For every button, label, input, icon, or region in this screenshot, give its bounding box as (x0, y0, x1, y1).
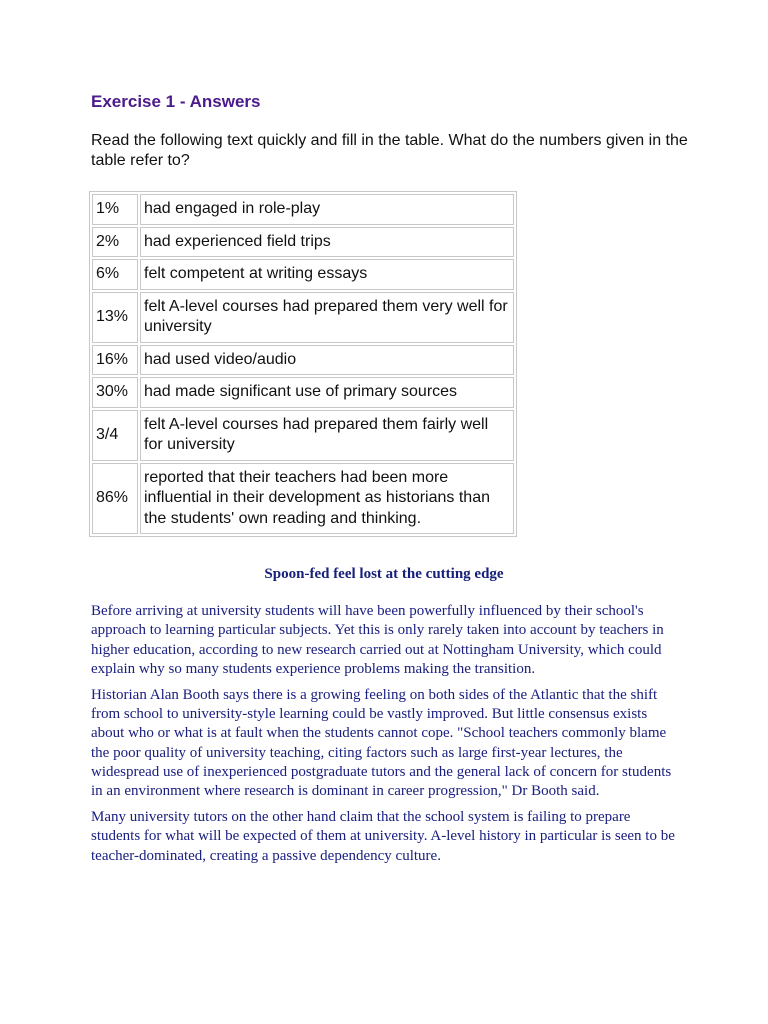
article-body (91, 602, 681, 872)
article-paragraph: Before arriving at university students will have been powerfully influenced by their school's approach to learning particular subjects. Yet this is only rarely taken into account by teachers in higher education, according to new research carried out at Nottingham University, which could explain why so many students experience problems making the transition. (91, 603, 664, 677)
table-cell-description: felt A-level courses had prepared them fairly well for university (140, 410, 514, 461)
table-cell-description: felt competent at writing essays (140, 259, 514, 290)
table-cell-number: 1% (92, 194, 138, 225)
table-cell-number: 2% (92, 227, 138, 258)
table-cell-description: reported that their teachers had been more influential in their development as historians than the students' own reading and thinking. (140, 463, 514, 535)
table-row (92, 194, 514, 225)
exercise-heading: Exercise 1 - Answers (91, 92, 261, 111)
table-row (92, 410, 514, 461)
table-cell-description: felt A-level courses had prepared them very well for university (140, 292, 514, 343)
article-paragraph: Historian Alan Booth says there is a growing feeling on both sides of the Atlantic that the shift from school to university-style learning could be vastly improved. But little consensus exists about who or what is at fault when the students cannot cope. "School teachers commonly blame the poor quality of university teaching, citing factors such as large first-year lectures, the widespread use of inexperienced postgraduate tutors and the general lack of concern for students in an environment where research is dominant in career progression," Dr Booth said. (91, 686, 672, 800)
table-row (92, 259, 514, 290)
table-cell-number: 86% (92, 463, 138, 535)
table-cell-number: 3/4 (92, 410, 138, 461)
table-row (92, 292, 514, 343)
article-title: Spoon-fed feel lost at the cutting edge (264, 566, 504, 582)
table-cell-description: had experienced field trips (140, 227, 514, 258)
table-cell-number: 6% (92, 259, 138, 290)
table-cell-description: had made significant use of primary sources (140, 377, 514, 408)
table-cell-number: 16% (92, 345, 138, 376)
exercise-instructions: Read the following text quickly and fill in the table. What do the numbers given in the table refer to? (91, 132, 688, 169)
table-cell-description: had engaged in role-play (140, 194, 514, 225)
answers-table (89, 191, 517, 537)
table-row (92, 463, 514, 535)
table-row (92, 227, 514, 258)
table-row (92, 345, 514, 376)
table-cell-number: 30% (92, 377, 138, 408)
table-cell-number: 13% (92, 292, 138, 343)
table-cell-description: had used video/audio (140, 345, 514, 376)
table-row (92, 377, 514, 408)
article-paragraph: Many university tutors on the other hand claim that the school system is failing to prepare students for what will be expected of them at university. A-level history in particular is seen to be teacher-dominated, creating a passive dependency culture. (91, 808, 675, 864)
